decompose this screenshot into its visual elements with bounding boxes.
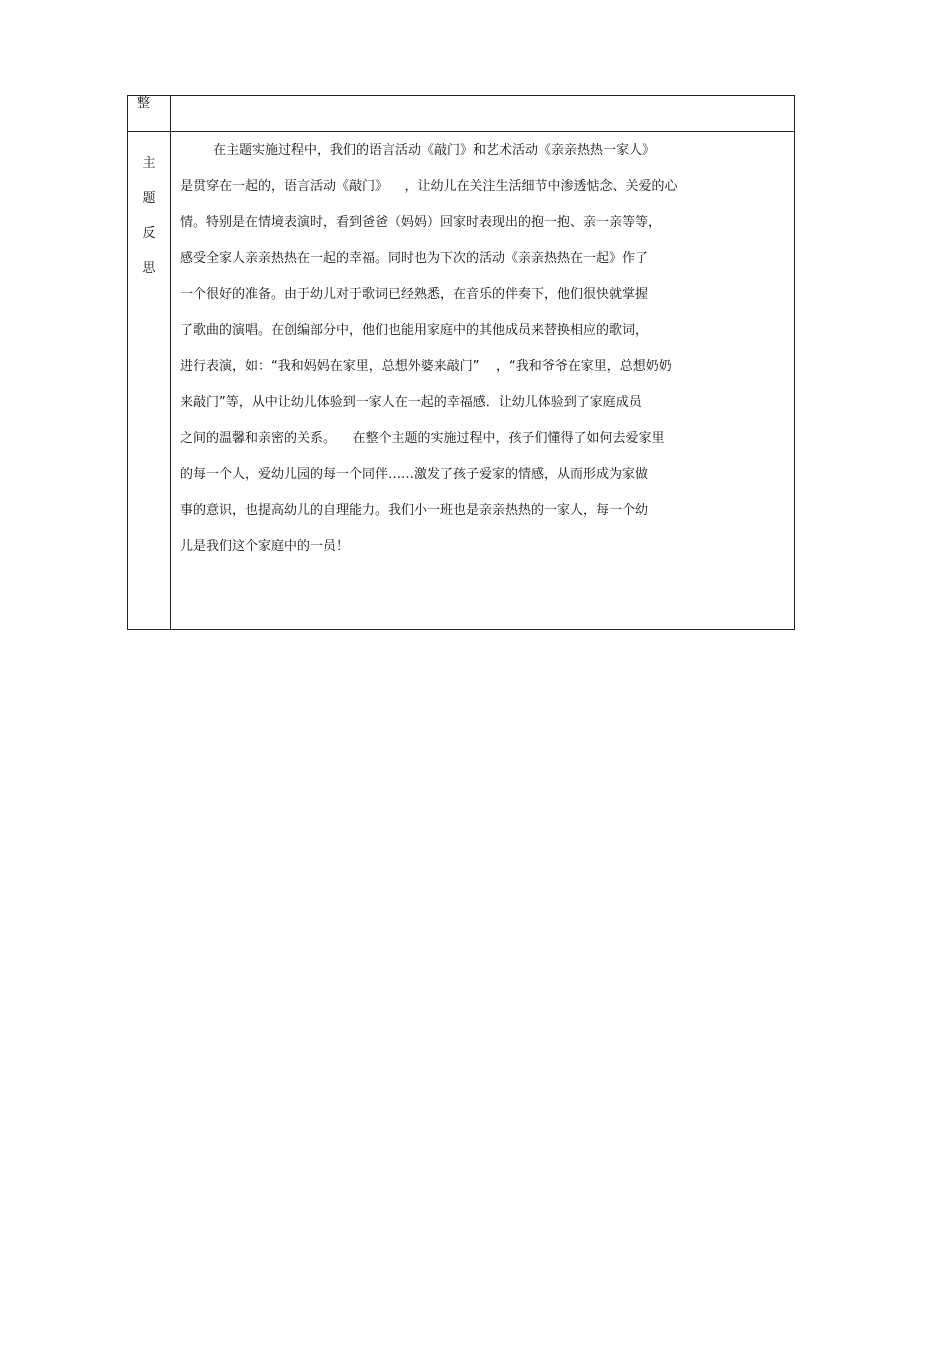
section-label bbox=[128, 156, 170, 296]
text-line: 在主题实施过程中，我们的语言活动《敲门》和艺术活动《亲亲热热一家人》 bbox=[180, 143, 656, 158]
text-line: 一个很好的准备。由于幼儿对于歌词已经熟悉，在音乐的伴奏下，他们很快就掌握 bbox=[180, 287, 649, 302]
table-row-top bbox=[128, 96, 794, 132]
section-label-char: 主 bbox=[142, 156, 156, 171]
text-line: 是贯穿在一起的，语言活动《敲门》 ，让幼儿在关注生活细节中渗透惦念、关爱的心 bbox=[180, 179, 678, 194]
text-line: 之间的温馨和亲密的关系。 在整个主题的实施过程中，孩子们懂得了如何去爱家里 bbox=[180, 431, 665, 446]
section-label-char: 思 bbox=[142, 261, 156, 276]
column-divider bbox=[170, 96, 171, 629]
text-line: 进行表演，如：“我和妈妈在家里，总想外婆来敲门” ，“我和爷爷在家里，总想奶奶 bbox=[180, 359, 672, 374]
section-label-char: 反 bbox=[142, 226, 156, 241]
top-row-label: 整 bbox=[137, 96, 151, 111]
text-line: 来敲门”等，从中让幼儿体验到一家人在一起的幸福感．让幼儿体验到了家庭成员 bbox=[180, 395, 642, 410]
text-line: 事的意识，也提高幼儿的自理能力。我们小一班也是亲亲热热的一家人，每一个幼 bbox=[180, 503, 649, 518]
reflection-table bbox=[127, 95, 795, 630]
text-line: 儿是我们这个家庭中的一员！ bbox=[180, 539, 350, 554]
section-label-char: 题 bbox=[142, 191, 156, 206]
text-line: 感受全家人亲亲热热在一起的幸福。同时也为下次的活动《亲亲热热在一起》作了 bbox=[180, 251, 649, 266]
text-line: 了歌曲的演唱。在创编部分中，他们也能用家庭中的其他成员来替换相应的歌词， bbox=[180, 323, 649, 338]
reflection-text bbox=[180, 142, 790, 574]
text-line: 情。特别是在情境表演时，看到爸爸（妈妈）回家时表现出的抱一抱、亲一亲等等， bbox=[180, 215, 662, 230]
text-line: 的每一个人，爱幼儿园的每一个同伴……激发了孩子爱家的情感，从而形成为家做 bbox=[180, 467, 649, 482]
